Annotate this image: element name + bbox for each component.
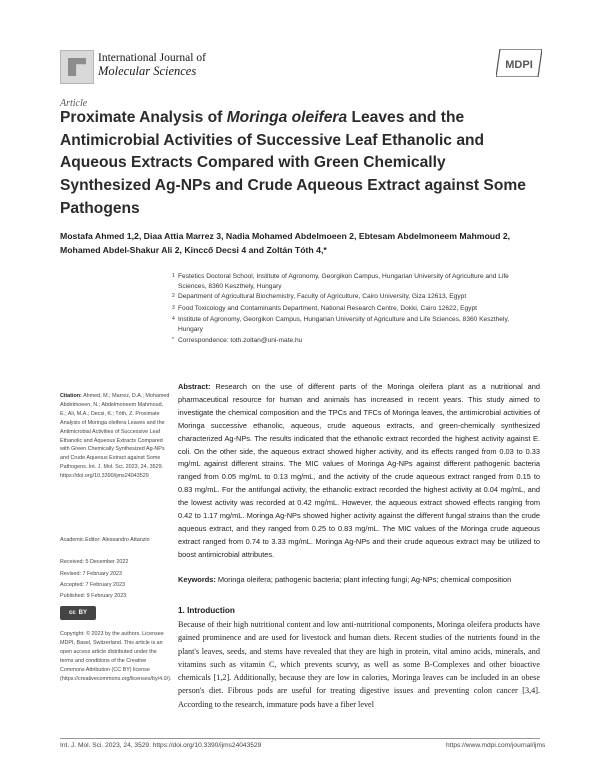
mdpi-logo-text: MDPI [505, 59, 533, 71]
date-received: Received: 5 December 2022 [60, 559, 129, 565]
abstract-text: Research on the use of different parts of the Moringa oleifera plant as a nutritional and pharmaceutical resource for human and animals has increased in recent years. This study aimed to investigate the chemical composition and the TPCs and TFCs of Moringa leaves, the antimicrobial activities of Moringa successive ethanolic, aqueous, crude aqueous extracts, and green-chemically synthesized characterized Ag-NPs. The results indicated that the ethanolic extract recorded the highest activity against E. coli. On the other side, the aqueous extract showed higher activity, and its effects ranged from 0.03 to 0.33 mg/mL against different strains. The MIC values of Moringa Ag-NPs against different pathogenic bacteria ranged from 0.05 mg/mL to 0.13 mg/mL, and the activity of the crude aqueous extract ranged from 0.15 to 0.83 mg/mL. For the antifungal activity, the ethanolic extract recorded the highest activity at 0.04 mg/mL, and the lowest activity was recorded at 0.42 mg/mL. However, the aqueous extract showed effects ranging from 0.42 to 1.17 mg/mL. Moringa Ag-NPs showed higher activity against the different fungal strains than the crude aqueous extract, and they ranged from 0.25 to 0.83 mg/mL. The MIC values of the Moringa crude aqueous extract ranged from 0.74 to 3.33 mg/mL. Moringa Ag-NPs and their crude aqueous extract may be utilized to boost antimicrobial attributes. [178, 382, 540, 559]
abstract [178, 381, 540, 562]
author-list: Mostafa Ahmed 1,2, Diaa Attia Marrez 3, Nadia Mohamed Abdelmoeen 2, Ebtesam Abdelmoneem Mahmoud 2, Mohamed Abdel-Shakur Ali 2, Kinccő Decsi 4 and Zoltán Tóth 4,* [60, 231, 511, 255]
article-type: Article [60, 98, 88, 109]
journal-logo [60, 50, 94, 84]
affiliation-3: 3 Food Toxicology and Contaminants Department, National Research Centre, Dokki, Cairo 12622, Egypt [172, 305, 477, 312]
footer-journal-link[interactable]: https://www.mdpi.com/journal/ijms [446, 742, 546, 749]
keywords-text: Moringa oleifera; pathogenic bacteria; plant infecting fungi; Ag-NPs; chemical composition [217, 575, 512, 584]
affiliation-1: 1 Festetics Doctoral School, Institute of Agronomy, Georgikon Campus, Hungarian University of Agriculture and Life Sciences, 8360 Keszthely, Hungary [172, 273, 509, 290]
date-revised: Revised: 7 February 2023 [60, 571, 123, 577]
date-accepted: Accepted: 7 February 2023 [60, 582, 126, 588]
copyright-notice: Copyright: © 2023 by the authors. Licensee MDPI, Basel, Switzerland. This article is an open access article distributed under the terms and conditions of the Creative Commons Attribution (CC BY) license (https://creativecommons.org/licenses/by/4.0/). [60, 631, 172, 682]
citation-label: Citation: [60, 393, 82, 399]
keywords-label: Keywords: [178, 575, 216, 584]
title-part1: Proximate Analysis of [60, 109, 227, 126]
citation-block [60, 392, 170, 481]
mdpi-logo [496, 49, 542, 77]
journal-name-line1: International Journal of [98, 52, 206, 64]
footer-citation: Int. J. Mol. Sci. 2023, 24, 3529. https://doi.org/10.3390/ijms24043529 [60, 742, 262, 749]
title-part2: Leaves and the Antimicrobial Activities of Successive Leaf Ethanolic and Aqueous Extracts Compared with Green Chemically Synthesized Ag-NPs and Crude Aqueous Extract against Some Pathogens [60, 109, 526, 217]
affiliation-4: 4 Institute of Agronomy, Georgikon Campus, Hungarian University of Agriculture and Life Sciences, 8360 Keszthely, Hungary [172, 316, 510, 333]
footer-divider [60, 738, 540, 739]
journal-name [98, 52, 206, 78]
cc-by-badge-icon: cc BY [60, 606, 96, 620]
title-species: Moringa oleifera [226, 109, 348, 126]
section-heading-introduction: 1. Introduction [178, 606, 235, 615]
date-published: Published: 9 February 2023 [60, 593, 127, 599]
journal-name-line2: Molecular Sciences [98, 64, 197, 78]
citation-text: Ahmed, M.; Marrez, D.A.; Mohamed Abdelmoeen, N.; Abdelmoneem Mahmoud, E.; Ali, M.A.; Decsi, K.; Tóth, Z. Proximate Analysis of Moringa oleifera Leaves and the Antimicrobial Activities of Successive Leaf Ethanolic and Aqueous Extracts Compared with Green Chemically Synthesized Ag-NPs and Crude Aqueous Extract against Some Pathogens. Int. J. Mol. Sci. 2023, 24, 3529. https://doi.org/10.3390/ijms24043529 [60, 393, 170, 480]
correspondence: * Correspondence: toth.zoltan@uni-mate.hu [172, 337, 303, 344]
affiliation-2: 2 Department of Agricultural Biochemistry, Faculty of Agriculture, Cairo University, Giza 12613, Egypt [172, 293, 467, 300]
abstract-label: Abstract: [178, 382, 211, 391]
academic-editor: Academic Editor: Alessandro Attanzio [60, 537, 150, 543]
article-title [60, 107, 540, 221]
keywords [178, 574, 540, 587]
introduction-text: Because of their high nutritional content and low anti-nutritional components, Moringa oleifera products have gained prominence and are used for livestock and human diets. Recent studies of the nutrients found in the plant's leaves, seeds, and stems have revealed that they are high in protein, vital amino acids, minerals, and vitamins such as vitamin C, which prevents scurvy, as well as some B-Complexes and other bioactive chemicals [1,2]. Additionally, because they are low in calories, Moringa leaves can be included in an obese person's diet. Fibrous pods are useful for treating digestive issues and preventing colon cancer [3,4]. According to the research, immature pods have a fiber level [178, 620, 540, 709]
